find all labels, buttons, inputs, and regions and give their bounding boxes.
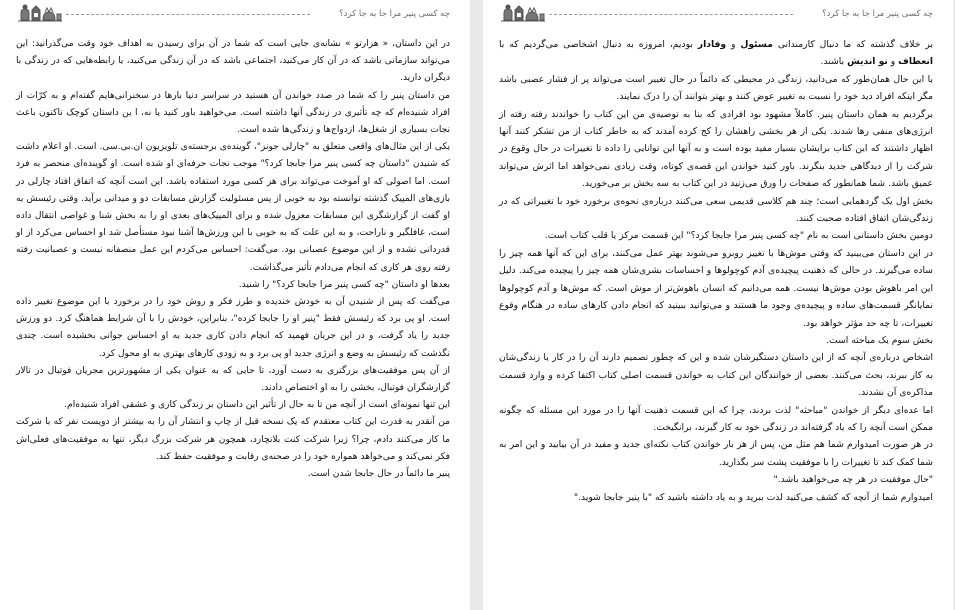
header-ornament-icon — [501, 4, 545, 22]
page-header — [16, 0, 450, 30]
header-ornament-icon — [18, 4, 62, 22]
header-dashed-rule — [66, 14, 310, 15]
left-page — [0, 0, 470, 610]
paragraph: اشخاص درباره‌ی آنچه که از اين داستان دستگيرشان شده و اين که چطور تصميم دارند آن را در کار يا زندگی‌شان به کار ببرند، بحث می‌کنند. بعضی از خوانندگان اين کتاب به خواندن قسمت اصلی کتاب اکتفا کرده و وارد قسمت مذاکره‌ی آن نشدند. — [499, 352, 933, 399]
paragraph: دومين بخش داستانی است به نام "چه کسی پنير مرا جابجا کرد؟" اين قسمت مرکز يا قلب کتاب است. — [544, 230, 933, 242]
paragraph: بخش سوم يک مباحثه است. — [826, 334, 933, 346]
paragraph: من داستان پنير را که شما در صدد خواندن آن هستيد در سراسر دنيا بارها در سخنرانی‌هايم گفته‌ام و به کرّات از افراد شنيده‌ام که چه تأثيری در زندگی آنها داشته است. می‌خواهيد باور کنيد يا نه، ا ين داستان کوچک تاکنون باعث نجات بسياری از شغل‌ها، ازدواج‌ها و زندگی‌ها شده است. — [16, 90, 450, 136]
page-header — [499, 0, 933, 30]
paragraph: در اين داستان، « هزارتو » نشانه‌ی جايی است که شما در آن برای رسيدن به اهداف خود وقت می‌گذرانيد: اين می‌تواند سازمانی باشد که در آن کار می‌کنيد، اجتماعی باشد که در آن زندگی می‌کنيد، يا رابطه‌هايی که در زندگی با ديگران داريد. — [16, 39, 450, 84]
header-title: چه کسی پنیر مرا جا به جا کرد؟ — [339, 9, 450, 19]
paragraph: "حال موفقيت در هر چه می‌خواهيد باشد." — [773, 474, 933, 486]
text-run: باشند. — [820, 56, 848, 68]
paragraph: بخش اول يک گردهمايی است؛ چند هم کلاسی قديمی سعی می‌کنند درباره‌ی نحوه‌ی برخورد خود با تغييراتی که در زندگی‌شان اتفاق افتاده صحبت کنند. — [499, 195, 933, 225]
paragraph: با اين حال همان‌طور که می‌دانيد، زندگی در محيطی که دائماً در حال تغيير است می‌تواند پر از فشار عصبی باشد مگر اينکه افراد ديد خود را نسبت به تغيير عوض کنند و بهتر بتوانند آن را درک نمايند. — [499, 73, 933, 103]
paragraph: از آن پس موفقيت‌های بزرگتری به دست آورد، تا جايی که به عنوان يکی از مشهورترين مجريان فوتبال در تالار گزارشگران فوتبال، بخشی را به او اختصاص دادند. — [16, 365, 450, 394]
left-page-body — [16, 36, 450, 483]
header-title: چه کسی پنیر مرا جا به جا کرد؟ — [822, 9, 933, 19]
paragraph: می‌گفت که پس از شنيدن آن به خودش خنديده و طرز فکر و روش خود را در برخورد با اين موضوع تغيير داده است. او پی برد که رئيسش فقط "پنير او را جابجا کرده"، بنابراين، خودش را با آن شرايط هماهنگ کرد. دو ورزش جديد را ياد گرفت، و در اين جريان فهميد که انجام دادن کاری جديد به او احساس جوانی بخشيده است. چندی نگذشت که رئيسش به وضع و انرژی جديد او پی برد و به زودی کارهای بهتری به او محول کرد. — [16, 297, 450, 359]
paragraph: اميدوارم شما از آنچه که کشف می‌کنيد لذت ببريد و به ياد داشته باشيد که "با پنير جابجا شويد." — [573, 491, 933, 503]
paragraph: اما عده‌ای ديگر از خواندن "مباحثه" لذت بردند، چرا که اين قسمت ذهنيت آنها را در مورد اين مسئله که چگونه ممکن است آنچه را که ياد گرفته‌اند در زندگی خود به کار گيرند، برانگيخت. — [499, 404, 933, 433]
text-run: بوديم، امروزه به دنبال اشخاصی می‌گرديم که با — [499, 39, 698, 50]
paragraph: من آنقدر به قدرت اين کتاب معتقدم که يک نسخه قبل از چاپ و انتشار آن را به بيشتر از دويست نفر که با شرکت ما کار می‌کنند دادم، چرا؟ زيرا شرکت کنت بلانچارد، همچون هر شرکت بزرگ ديگر، تنها به موفقيت‌های فعلی‌اش فکر نمی‌کند و می‌خواهد همواره خود را در صحنه‌ی رقابت و موفقيت حفظ کند. — [16, 417, 450, 462]
paragraph: بعدها او داستان "چه کسی پنير مرا جابجا کرد؟" را شنيد. — [238, 279, 450, 290]
paragraph: يکی از اين مثال‌های واقعی متعلق به "چارلی جونز"، گوينده‌ی برجسته‌ی تلويزيون ان.بی.سی. است. او اعلام داشت که شنيدن "داستان چه کسی پنير مرا جابجا کرد؟" موجب نجات حرفه‌ای او شده است. او گوينده‌ای منحصر به فرد است. اما اصولی که او آموخت می‌تواند برای هر کسی مورد استفاده باشد. اين است آنچه که اتفاق افتاد چارلی در بازی‌های المپيک گذشته توانسته بود به خوبی از پس مسئوليت گزارش مسابقات دو و ميدانی برآيد. وقتی رئيسش به او گفت از گزارشگری اين مسابقات معزول شده و برای المپيک‌های بعدی او را به بخش شنا و غواصی انتقال داده است، غافلگير و ناراحت، و به اين علت که به خوبی با اين ورزش‌ها آشنا نبود مستأصل شد او احساس می‌کرد از او قدردانی نشده و از اين موضوع عصبانی بود. می‌گفت: احساس می‌کردم اين عمل منصفانه نيست و عصبانيت رفته رفته روی هر کاری که انجام می‌دادم تأثير می‌گذاشت. — [16, 142, 450, 273]
text-run: و — [726, 39, 741, 50]
header-dashed-rule — [549, 14, 793, 15]
bold-term: انعطاف — [898, 56, 933, 68]
right-page-body — [499, 36, 933, 506]
paragraph: برگرديم به همان داستان پنير. کاملاً مشهود بود افرادی که بنا به توصيه‌ی من اين کتاب را خواندند رفته رفته از انرژی‌های منفی رها شدند. يکی از هر بخشی راهشان را کج کرده آمدند که به خاطر کتاب از من تشکر کنند آنها اظهار داشتند که اين کتاب برايشان بسيار مفيد بوده است و به آنها اين توانايی را داده تا تغييرات در حال وقوع در شرکت را از ديدگاهی جديد بنگرند. باور کنيد خواندن اين قصه‌ی کوتاه، وقت زيادی نمی‌خواهد اما اثرش می‌تواند عميق باشد. شما همانطور که صفحات را ورق می‌زنيد در اين کتاب به سه بخش بر می‌خوريد. — [499, 108, 933, 190]
right-page — [483, 0, 953, 610]
bold-term: وفادار — [697, 39, 727, 50]
intro-paragraph — [499, 36, 933, 71]
paragraph: پنير ما دائماً در حال جابجا شدن است. — [307, 469, 450, 480]
text-run: بر خلاف گذشته که ما دنبال کارمندانی — [772, 39, 934, 50]
bold-term: نو انديش — [847, 56, 888, 68]
paragraph: در اين داستان می‌بينيد که وقتی موش‌ها با تغيير روبرو می‌شوند بهتر عمل می‌کنند، برای اين که آنها همه چيز را ساده می‌گيرند. در حالی که ذهنيت پيچيده‌ی آدم کوچولوها و احساسات بشری‌شان همه چيز را پيچيده می‌کند. دليل اين امر باهوش بودن موش‌ها نيست. همه می‌دانيم که انسان باهوش‌تر از موش است. که موش‌ها و آدم کوچولوها نمايانگر قسمت‌های ساده و پيچيده‌ی وجود ما هستند و می‌توانيد ببينيد که انجام دادن کارهای ساده در هنگام وقوع تغييرات، تا چه حد مؤثر خواهد بود. — [499, 247, 933, 329]
paragraph: اين تنها نمونه‌ای است از آنچه من تا به حال از تأثير اين داستان بر زندگی کاری و عشقی افراد شنيده‌ام. — [64, 400, 450, 411]
text-run: و — [887, 56, 899, 68]
bold-term: مسئول — [740, 39, 773, 50]
paragraph: در هر صورت اميدوارم شما هم مثل من، پس از هر بار خواندن کتاب نکته‌ای جديد و مفيد در آن بيابيد و اين امر به شما کمک کند تا تغييرات را با موفقيت پشت سر بگذاريد. — [499, 439, 933, 468]
